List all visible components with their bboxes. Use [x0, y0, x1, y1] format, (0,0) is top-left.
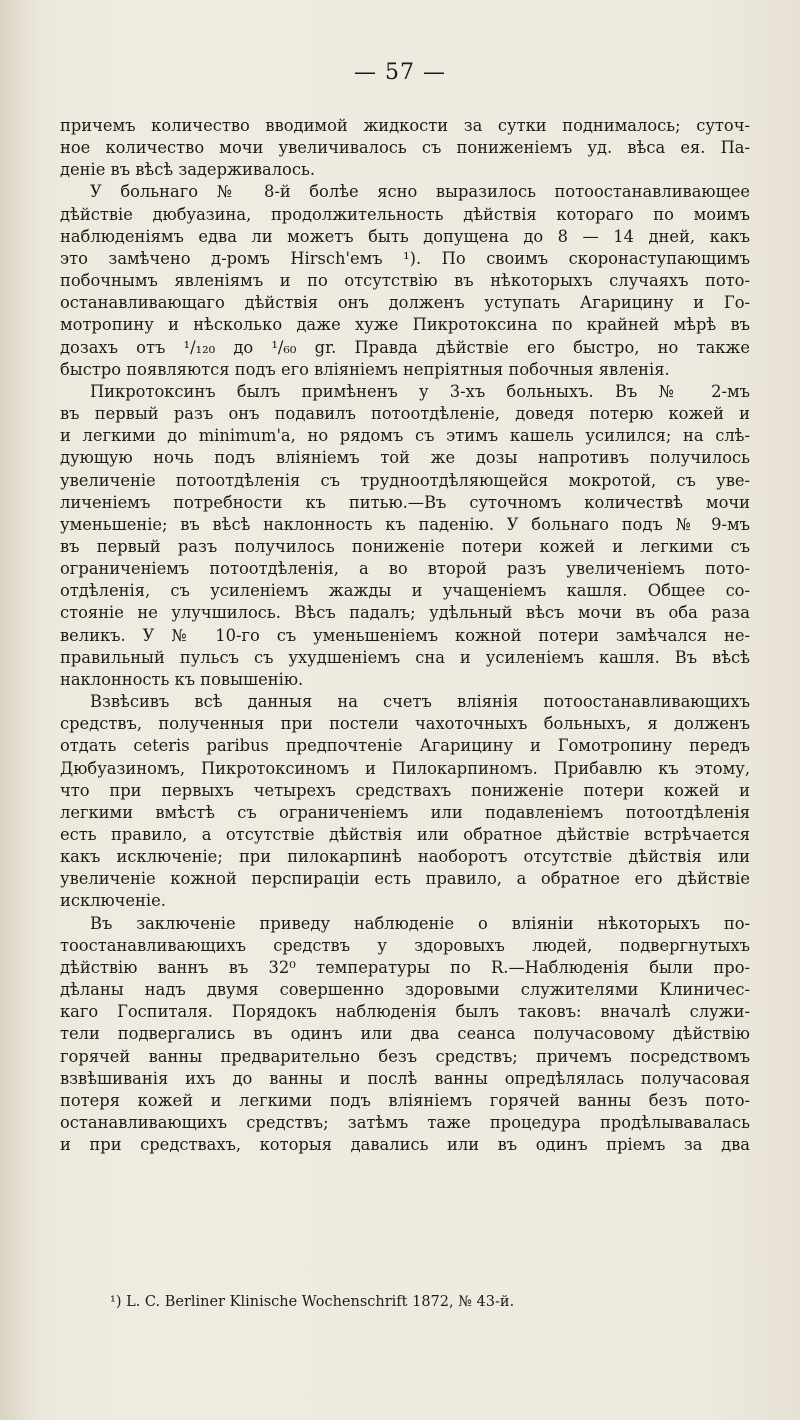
text-line: стояніе не улучшилось. Вѣсъ падалъ; удѣльный вѣсъ мочи въ оба раза — [60, 603, 750, 623]
text-line: что при первыхъ четырехъ средствахъ пониженіе потери кожей и — [60, 780, 750, 800]
text-line: личеніемъ потребности къ питью.—Въ суточномъ количествѣ мочи — [60, 492, 750, 512]
text-line: дѣланы надъ двумя совершенно здоровыми служителями Клиничес- — [60, 980, 750, 1000]
text-line: ное количество мочи увеличивалось съ пониженіемъ уд. вѣса ея. Па- — [60, 138, 750, 158]
text-line: Пикротоксинъ былъ примѣненъ у 3-хъ больныхъ. Въ № 2-мъ — [90, 381, 750, 401]
text-line: наклонность къ повышенію. — [60, 669, 304, 689]
footnote: ¹) L. C. Berliner Klinische Wochenschrift 1872, № 43-й. — [110, 1294, 515, 1310]
text-line: отдать ceteris paribus предпочтеніе Агарицину и Гомотропину передъ — [60, 736, 750, 756]
text-line: У больнаго № 8-й болѣе ясно выразилось потоостанавливающее — [90, 182, 750, 202]
text-line: увеличеніе кожной перспираціи есть правило, а обратное его дѣйствіе — [60, 869, 750, 889]
text-line: останавливающаго дѣйствія онъ долженъ уступать Агарицину и Го- — [60, 293, 750, 313]
text-line: отдѣленія, съ усиленіемъ жажды и учащеніемъ кашля. Общее со- — [60, 581, 750, 601]
text-line: ограниченіемъ потоотдѣленія, а во второй разъ увеличеніемъ пото- — [60, 559, 750, 579]
text-line: Дюбуазиномъ, Пикротоксиномъ и Пилокарпиномъ. Прибавлю къ этому, — [60, 758, 750, 778]
text-line: дозахъ отъ ¹/₁₂₀ до ¹/₆₀ gr. Правда дѣйствіе его быстро, но также — [60, 337, 750, 357]
text-line: правильный пульсъ съ ухудшеніемъ сна и усиленіемъ кашля. Въ вѣсѣ — [60, 647, 750, 667]
page-number: — 57 — — [354, 60, 446, 85]
text-line: быстро появляются подъ его вліяніемъ непріятныя побочныя явленія. — [60, 359, 670, 379]
text-line: средствъ, полученныя при постели чахоточныхъ больныхъ, я долженъ — [60, 714, 750, 734]
text-line: горячей ванны предварительно безъ средствъ; причемъ посредствомъ — [60, 1046, 750, 1066]
text-line: уменьшеніе; въ вѣсѣ наклонность къ паденію. У больнаго подъ № 9-мъ — [60, 514, 750, 534]
text-line: тели подвергались въ одинъ или два сеанса получасовому дѣйствію — [60, 1024, 750, 1044]
text-line: дѣйствію ваннъ въ 32⁰ температуры по R.—Наблюденія были про- — [60, 957, 750, 977]
text-line: Въ заключеніе приведу наблюденіе о вліяніи нѣкоторыхъ по- — [90, 913, 750, 933]
text-line: побочнымъ явленіямъ и по отсутствію въ нѣкоторыхъ случаяхъ пото- — [60, 271, 750, 291]
text-line: причемъ количество вводимой жидкости за сутки поднималось; суточ- — [60, 116, 750, 135]
text-line: и при средствахъ, которыя давались или въ одинъ пріемъ за два — [60, 1135, 750, 1155]
text-line: исключеніе. — [60, 891, 166, 911]
text-line: какъ исключеніе; при пилокарпинѣ наоборотъ отсутствіе дѣйствія или — [60, 847, 750, 867]
text-line: взвѣшиванія ихъ до ванны и послѣ ванны опредѣлялась получасовая — [60, 1068, 750, 1088]
text-line: увеличеніе потоотдѣленія съ трудноотдѣляющейся мокротой, съ уве- — [60, 470, 750, 490]
text-line: въ первый разъ получилось пониженіе потери кожей и легкими съ — [60, 536, 750, 556]
text-line: это замѣчено д-ромъ Hirsch'емъ ¹). По своимъ скоронаступающимъ — [60, 248, 750, 268]
text-line: Взвѣсивъ всѣ данныя на счетъ вліянія потоостанавливающихъ — [90, 692, 750, 712]
text-line: останавливающихъ средствъ; затѣмъ таже процедура продѣлывавалась — [60, 1113, 750, 1133]
text-line: великъ. У № 10-го съ уменьшеніемъ кожной потери замѣчался не- — [60, 625, 750, 645]
text-line: въ первый разъ онъ подавилъ потоотдѣленіе, доведя потерю кожей и — [60, 404, 750, 424]
text-line: дующую ночь подъ вліяніемъ той же дозы напротивъ получилось — [60, 448, 750, 468]
text-line: дѣйствіе дюбуазина, продолжительность дѣйствія котораго по моимъ — [60, 204, 750, 224]
text-line: деніе въ вѣсѣ задерживалось. — [60, 160, 315, 180]
text-line: мотропину и нѣсколько даже хуже Пикротоксина по крайней мѣрѣ въ — [60, 315, 750, 335]
text-line: наблюденіямъ едва ли можетъ быть допущена до 8 — 14 дней, какъ — [60, 226, 750, 246]
text-line: и легкими до minimum'а, но рядомъ съ этимъ кашель усилился; на слѣ- — [60, 426, 750, 446]
body-text — [60, 115, 750, 1156]
text-line: легкими вмѣстѣ съ ограниченіемъ или подавленіемъ потоотдѣленія — [60, 802, 750, 822]
text-line: каго Госпиталя. Порядокъ наблюденія былъ таковъ: вначалѣ служи- — [60, 1002, 750, 1022]
text-line: тоостанавливающихъ средствъ у здоровыхъ людей, подвергнутыхъ — [60, 935, 750, 955]
text-line: есть правило, а отсутствіе дѣйствія или обратное дѣйствіе встрѣчается — [60, 825, 750, 844]
text-line: потеря кожей и легкими подъ вліяніемъ горячей ванны безъ пото- — [60, 1090, 750, 1110]
